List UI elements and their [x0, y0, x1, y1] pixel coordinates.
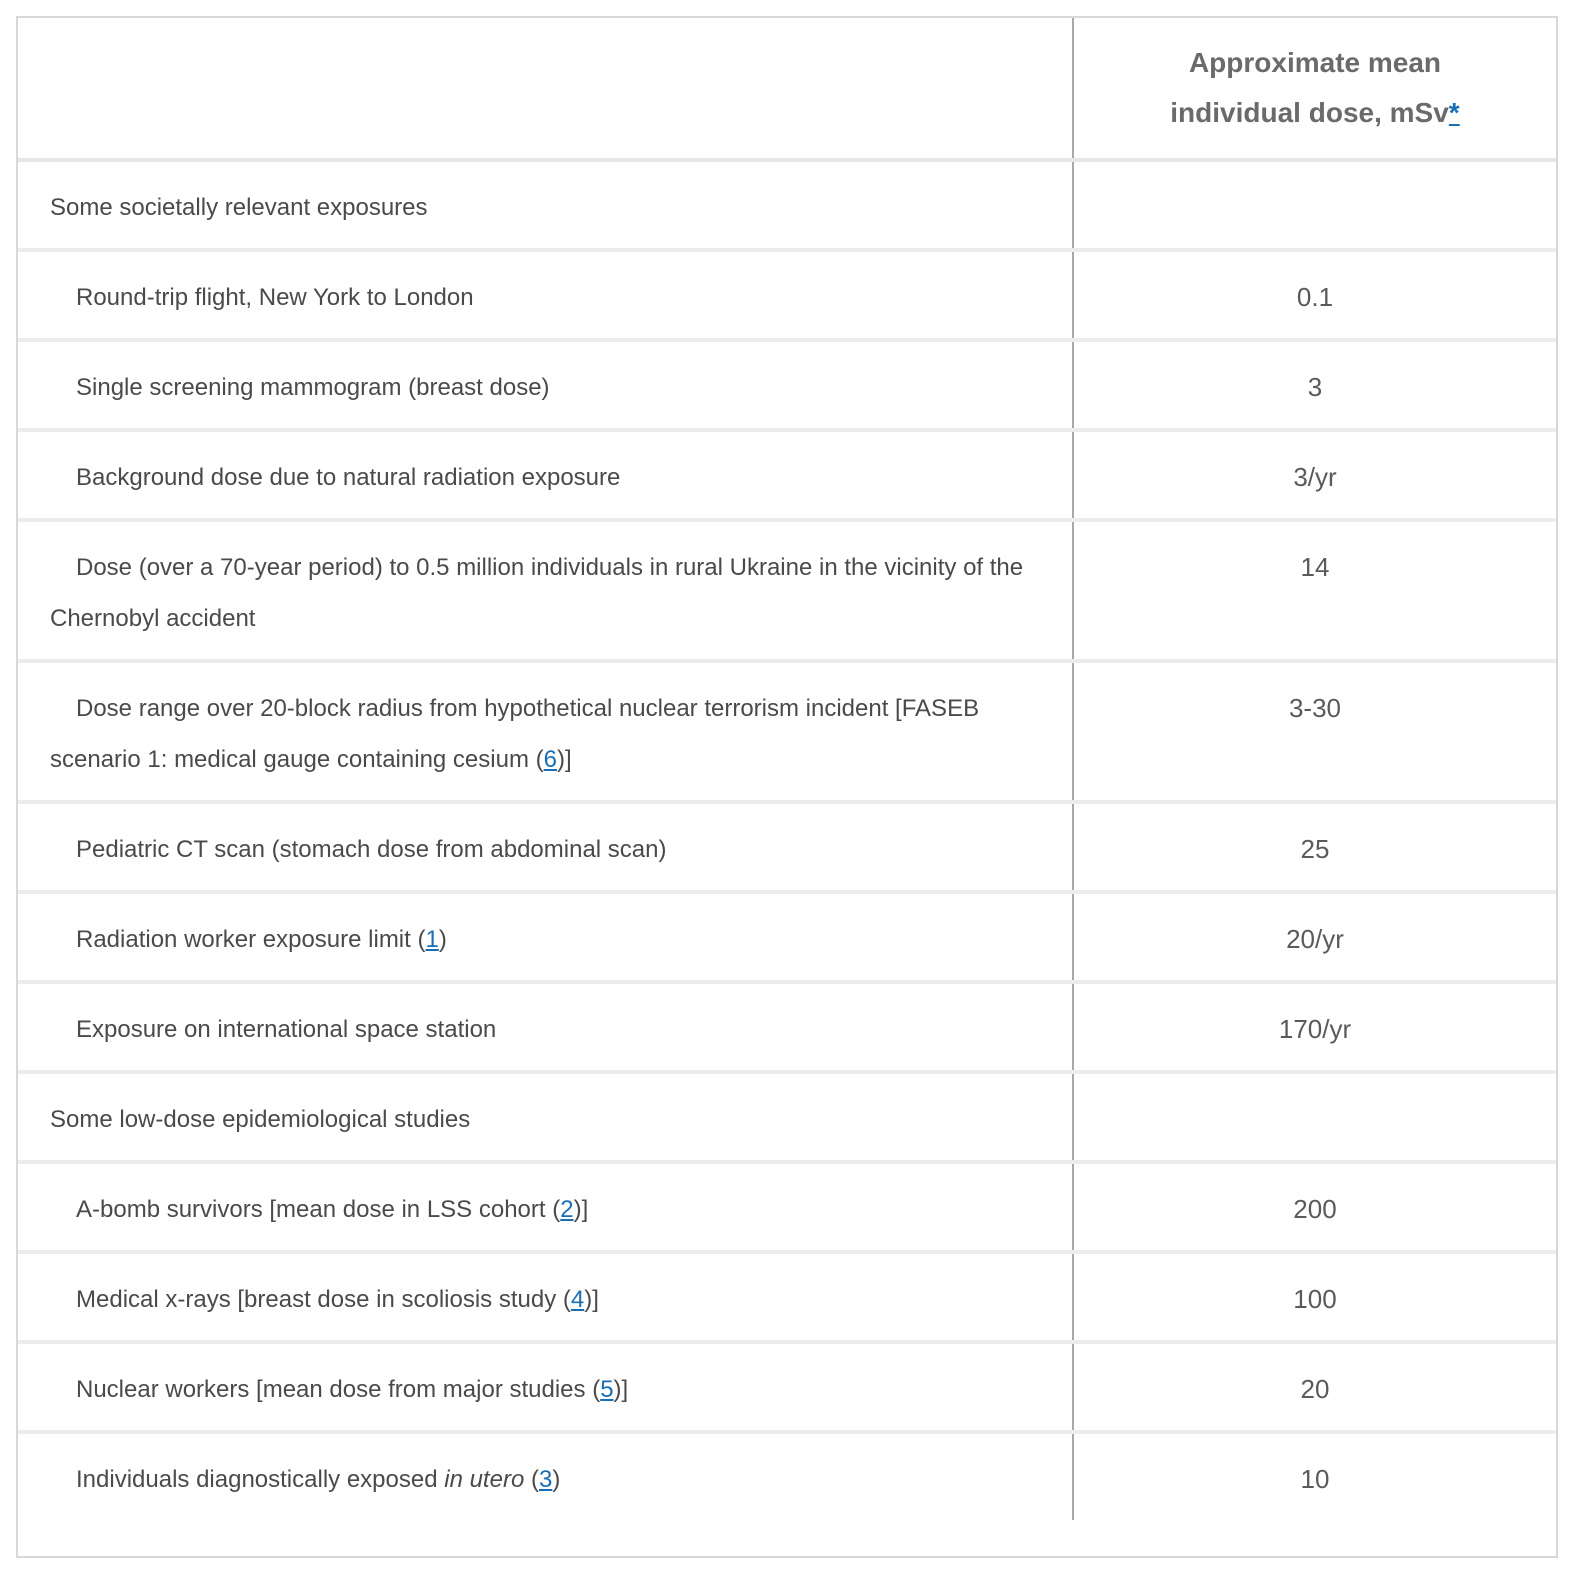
row-label	[50, 1364, 1042, 1415]
row-label-cell	[18, 892, 1073, 982]
table-row	[18, 892, 1556, 982]
row-label: Single screening mammogram (breast dose)	[76, 374, 550, 401]
table-row	[18, 520, 1556, 661]
header-dose-cell	[1073, 18, 1556, 160]
row-label-text-end: )	[552, 1466, 561, 1493]
row-value-cell: 20/yr	[1073, 892, 1556, 982]
row-label-text-end: )]	[573, 1196, 589, 1223]
reference-link[interactable]: 1	[425, 926, 439, 953]
table-row	[18, 430, 1556, 520]
row-value-cell: 100	[1073, 1252, 1556, 1342]
section-label: Some societally relevant exposures	[50, 194, 428, 221]
row-label: Background dose due to natural radiation exposure	[76, 464, 621, 491]
row-label-cell	[18, 802, 1073, 892]
row-label-text-end: )]	[584, 1286, 599, 1313]
row-label-text: Radiation worker exposure limit (	[76, 926, 426, 953]
table-row	[18, 1162, 1556, 1252]
table-row	[18, 250, 1556, 340]
section-label: Some low-dose epidemiological studies	[50, 1106, 471, 1133]
table-row	[18, 340, 1556, 430]
row-label-cell	[18, 1252, 1073, 1342]
row-value-cell: 3	[1073, 340, 1556, 430]
row-label-text-mid: (	[524, 1466, 539, 1493]
table-body	[18, 160, 1556, 1520]
row-label-text: Nuclear workers [mean dose from major studies (	[76, 1376, 601, 1403]
row-label-cell	[18, 520, 1073, 661]
row-value-cell: 3/yr	[1073, 430, 1556, 520]
row-label	[50, 1184, 1042, 1235]
header-dose-label: Approximate mean individual dose, mSv	[1170, 47, 1449, 128]
header-dose-label-wrap	[1145, 38, 1485, 138]
row-label-cell	[18, 250, 1073, 340]
row-value-cell	[1073, 160, 1556, 250]
reference-link[interactable]: 2	[560, 1196, 574, 1223]
reference-link[interactable]: 5	[600, 1376, 614, 1403]
row-label-text-end: )]	[556, 746, 572, 773]
row-label-cell	[18, 1072, 1073, 1162]
row-label-text-end: )	[438, 926, 447, 953]
table-header-row	[18, 18, 1556, 160]
table-row-section	[18, 160, 1556, 250]
row-label-cell	[18, 661, 1073, 802]
row-value-cell: 170/yr	[1073, 982, 1556, 1072]
row-label	[50, 914, 1042, 965]
reference-link[interactable]: 3	[538, 1466, 553, 1493]
row-label	[50, 1454, 1042, 1505]
table-row	[18, 802, 1556, 892]
row-value-cell: 3-30	[1073, 661, 1556, 802]
row-label: Pediatric CT scan (stomach dose from abdominal scan)	[76, 836, 667, 863]
row-value-cell: 0.1	[1073, 250, 1556, 340]
row-value-cell: 200	[1073, 1162, 1556, 1252]
row-label-italic: in utero	[444, 1466, 525, 1493]
row-label: Dose (over a 70-year period) to 0.5 million individuals in rural Ukraine in the vicinity of the Chernobyl accident	[50, 554, 1024, 632]
row-label: Exposure on international space station	[76, 1016, 497, 1043]
table-row	[18, 1342, 1556, 1432]
header-empty-cell	[18, 18, 1073, 160]
row-value-cell: 14	[1073, 520, 1556, 661]
row-label-text: Dose range over 20-block radius from hypothetical nuclear terrorism incident [FASEB scenario 1: medical gauge containing cesium (	[50, 695, 980, 773]
table-row	[18, 1252, 1556, 1342]
row-label-cell	[18, 1162, 1073, 1252]
table-row	[18, 1432, 1556, 1520]
row-label: Round-trip flight, New York to London	[76, 284, 474, 311]
row-label	[50, 683, 1042, 785]
reference-link[interactable]: 4	[570, 1286, 585, 1313]
row-label-text: A-bomb survivors [mean dose in LSS cohort (	[76, 1196, 561, 1223]
row-value-cell	[1073, 1072, 1556, 1162]
table-row-section	[18, 1072, 1556, 1162]
row-label	[50, 1274, 1042, 1325]
row-label-cell	[18, 1432, 1073, 1520]
table-row	[18, 661, 1556, 802]
row-label-cell	[18, 340, 1073, 430]
row-label-text-end: )]	[613, 1376, 629, 1403]
header-footnote-link[interactable]: *	[1448, 97, 1460, 128]
row-label-cell	[18, 1342, 1073, 1432]
row-value-cell: 25	[1073, 802, 1556, 892]
dose-table-container	[16, 16, 1558, 1558]
row-value-cell: 20	[1073, 1342, 1556, 1432]
dose-table	[18, 18, 1556, 1520]
row-label-text: Medical x-rays [breast dose in scoliosis study (	[76, 1286, 571, 1313]
row-label-cell	[18, 982, 1073, 1072]
table-row	[18, 982, 1556, 1072]
row-label-text: Individuals diagnostically exposed	[76, 1466, 445, 1493]
row-label-cell	[18, 430, 1073, 520]
row-label-cell	[18, 160, 1073, 250]
reference-link[interactable]: 6	[543, 746, 557, 773]
row-value-cell: 10	[1300, 1464, 1330, 1494]
